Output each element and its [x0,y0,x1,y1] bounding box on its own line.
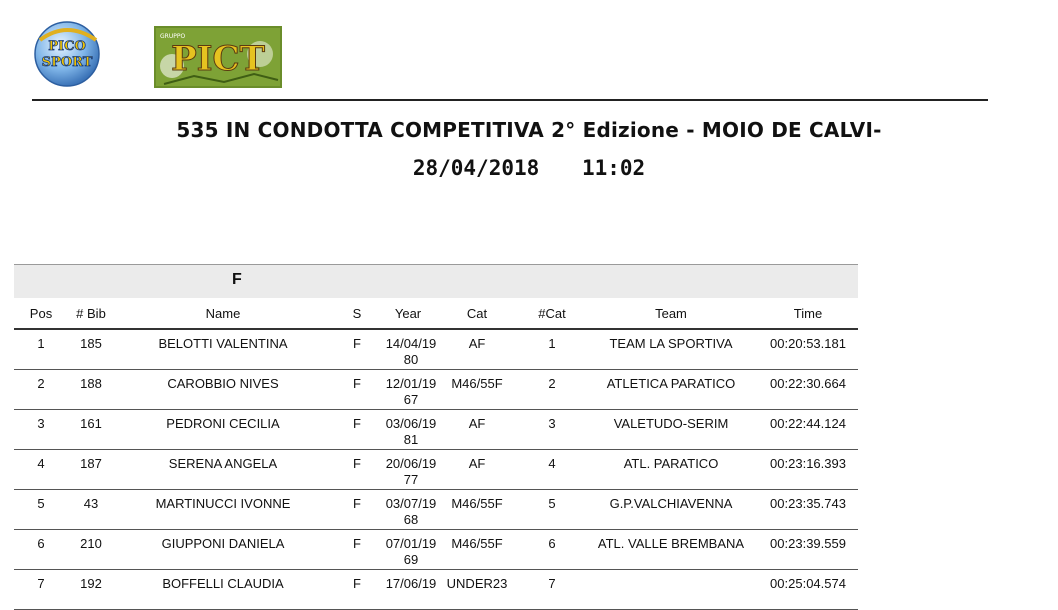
table-row [14,570,858,610]
cell-name: MARTINUCCI IVONNE [114,490,332,530]
svg-text:SPORT: SPORT [41,55,93,70]
svg-text:GRUPPO: GRUPPO [160,33,186,40]
table-header-row [14,298,858,329]
cell-sex: F [332,450,382,490]
cell-year [382,450,437,490]
cell-year [382,370,437,410]
year-value: 03/07/19 68 [385,496,437,527]
svg-text:PICT: PICT [171,39,265,79]
category-group-label: F [232,271,242,288]
cell-time: 00:23:16.393 [758,450,858,490]
cell-sex: F [332,570,382,610]
cell-bib: 185 [68,329,114,370]
cell-catpos: 2 [520,370,584,410]
cell-name: BELOTTI VALENTINA [114,329,332,370]
table-row [14,410,858,450]
cell-pos: 3 [14,410,68,450]
cell-year [382,329,437,370]
cell-catpos: 5 [520,490,584,530]
cell-sex: F [332,370,382,410]
table-row [14,530,858,570]
cell-catpos: 7 [520,570,584,610]
cell-team: ATLETICA PARATICO [584,370,758,410]
cell-cat: M46/55F [434,370,520,410]
table-row [14,329,858,370]
results-table [14,298,858,610]
cell-cat: UNDER23 [434,570,520,610]
cell-bib: 187 [68,450,114,490]
cell-name: SERENA ANGELA [114,450,332,490]
cell-bib: 43 [68,490,114,530]
col-header-catpos: #Cat [538,305,566,321]
header-divider [32,99,988,101]
cell-name: BOFFELLI CLAUDIA [114,570,332,610]
cell-pos: 7 [14,570,68,610]
cell-year [382,490,437,530]
cell-pos: 2 [14,370,68,410]
cell-cat: AF [434,329,520,370]
cell-year [382,530,437,570]
cell-time: 00:22:44.124 [758,410,858,450]
year-value: 14/04/19 80 [385,336,437,367]
cell-name: CAROBBIO NIVES [114,370,332,410]
col-header-sex: S [352,305,362,321]
col-header-year: Year [394,305,422,321]
cell-name: GIUPPONI DANIELA [114,530,332,570]
cell-bib: 161 [68,410,114,450]
cell-team: ATL. PARATICO [584,450,758,490]
svg-text:PICO: PICO [48,39,86,54]
cell-cat: M46/55F [434,530,520,570]
cell-sex: F [332,490,382,530]
col-header-team: Team [655,305,687,321]
cell-bib: 210 [68,530,114,570]
cell-bib: 188 [68,370,114,410]
cell-catpos: 4 [520,450,584,490]
cell-time: 00:22:30.664 [758,370,858,410]
cell-cat: M46/55F [434,490,520,530]
cell-time: 00:20:53.181 [758,329,858,370]
cell-time: 00:23:39.559 [758,530,858,570]
year-value: 12/01/19 67 [385,376,437,407]
cell-pos: 5 [14,490,68,530]
pico-sport-logo [32,18,102,88]
col-header-bib: # Bib [76,305,106,321]
cell-catpos: 1 [520,329,584,370]
year-value: 17/06/19 [385,576,437,591]
cell-year [382,410,437,450]
cell-cat: AF [434,410,520,450]
race-date: 28/04/2018 [412,156,540,180]
cell-team: TEAM LA SPORTIVA [584,329,758,370]
cell-bib: 192 [68,570,114,610]
cell-team: VALETUDO-SERIM [584,410,758,450]
cell-time: 00:23:35.743 [758,490,858,530]
cell-name: PEDRONI CECILIA [114,410,332,450]
table-row [14,490,858,530]
cell-time: 00:25:04.574 [758,570,858,610]
cell-sex: F [332,329,382,370]
cell-catpos: 6 [520,530,584,570]
cell-team: G.P.VALCHIAVENNA [584,490,758,530]
cell-year [382,570,437,610]
cell-sex: F [332,410,382,450]
table-row [14,450,858,490]
cell-pos: 6 [14,530,68,570]
cell-pos: 1 [14,329,68,370]
col-header-cat: Cat [466,305,488,321]
category-group-band [14,264,858,298]
col-header-pos: Pos [29,305,53,321]
cell-team: ATL. VALLE BREMBANA [584,530,758,570]
year-value: 07/01/19 69 [385,536,437,567]
cell-sex: F [332,530,382,570]
cell-cat: AF [434,450,520,490]
col-header-time: Time [793,305,823,321]
race-time: 11:02 [581,156,646,180]
race-datetime [0,156,1058,180]
year-value: 20/06/19 77 [385,456,437,487]
cell-pos: 4 [14,450,68,490]
race-title: 535 IN CONDOTTA COMPETITIVA 2° Edizione - MOIO DE CALVI- [176,118,882,142]
col-header-name: Name [205,305,241,321]
table-row [14,370,858,410]
cell-catpos: 3 [520,410,584,450]
pict-group-logo [154,26,282,88]
year-value: 03/06/19 81 [385,416,437,447]
cell-team [584,570,758,610]
